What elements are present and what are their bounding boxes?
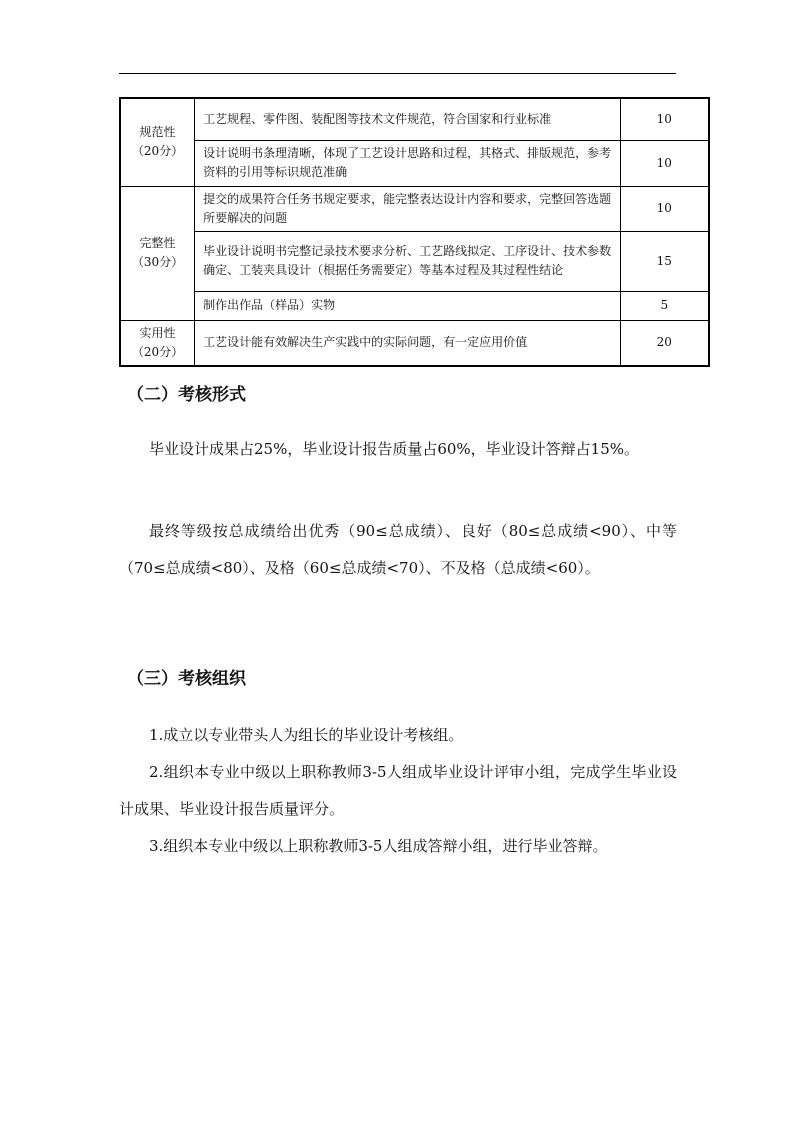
table-row <box>120 291 709 320</box>
grade-levels-paragraph: 最终等级按总成绩给出优秀（90≤总成绩）、良好（80≤总成绩<90）、中等（70≤总成绩<80）、及格（60≤总成绩<70）、不及格（总成绩<60）。 <box>119 522 677 577</box>
scoring-table <box>119 97 710 367</box>
category-name: 实用性 <box>139 325 176 340</box>
table-row <box>120 140 709 186</box>
criterion-cell: 工艺规程、零件图、装配图等技术文件规范，符合国家和行业标准 <box>195 98 621 140</box>
points-cell: 15 <box>620 231 709 291</box>
table-row <box>120 186 709 231</box>
list-item: 2.组织本专业中级以上职称教师3-5人组成毕业设计评审小组，完成学生毕业设计成果、毕业设计报告质量评分。 <box>119 763 677 818</box>
section-heading: （二）考核形式 <box>127 385 246 405</box>
criterion-cell: 设计说明书条理清晰，体现了工艺设计思路和过程，其格式、排版规范，参考资料的引用等标识规范准确 <box>195 140 621 186</box>
criterion-cell: 工艺设计能有效解决生产实践中的实际问题，有一定应用价值 <box>195 320 621 366</box>
list-item: 3.组织本专业中级以上职称教师3-5人组成答辩小组，进行毕业答辩。 <box>149 837 608 855</box>
category-name: 规范性 <box>139 125 176 140</box>
category-cell <box>120 320 195 366</box>
points-cell: 10 <box>620 98 709 140</box>
table-row <box>120 98 709 140</box>
table-row <box>120 320 709 366</box>
assessment-ratio-paragraph: 毕业设计成果占25%，毕业设计报告质量占60%，毕业设计答辩占15%。 <box>149 440 640 458</box>
criterion-cell: 提交的成果符合任务书规定要求，能完整表达设计内容和要求，完整回答选题所要解决的问题 <box>195 186 621 231</box>
header-rule <box>119 73 676 74</box>
table-row <box>120 231 709 291</box>
category-cell <box>120 186 195 320</box>
category-name: 完整性 <box>139 236 176 250</box>
category-subtotal: （30分） <box>131 255 184 269</box>
category-subtotal: （20分） <box>131 144 184 159</box>
list-item: 1.成立以专业带头人为组长的毕业设计考核组。 <box>149 726 464 744</box>
section-heading: （三）考核组织 <box>127 669 246 689</box>
category-cell <box>120 98 195 186</box>
points-cell: 10 <box>620 186 709 231</box>
points-cell: 10 <box>620 140 709 186</box>
criterion-cell: 制作出作品（样品）实物 <box>195 291 621 320</box>
criterion-cell: 毕业设计说明书完整记录技术要求分析、工艺路线拟定、工序设计、技术参数确定、工装夹具设计（根据任务需要定）等基本过程及其过程性结论 <box>195 231 621 291</box>
category-subtotal: （20分） <box>131 344 184 359</box>
points-cell: 20 <box>620 320 709 366</box>
points-cell: 5 <box>620 291 709 320</box>
